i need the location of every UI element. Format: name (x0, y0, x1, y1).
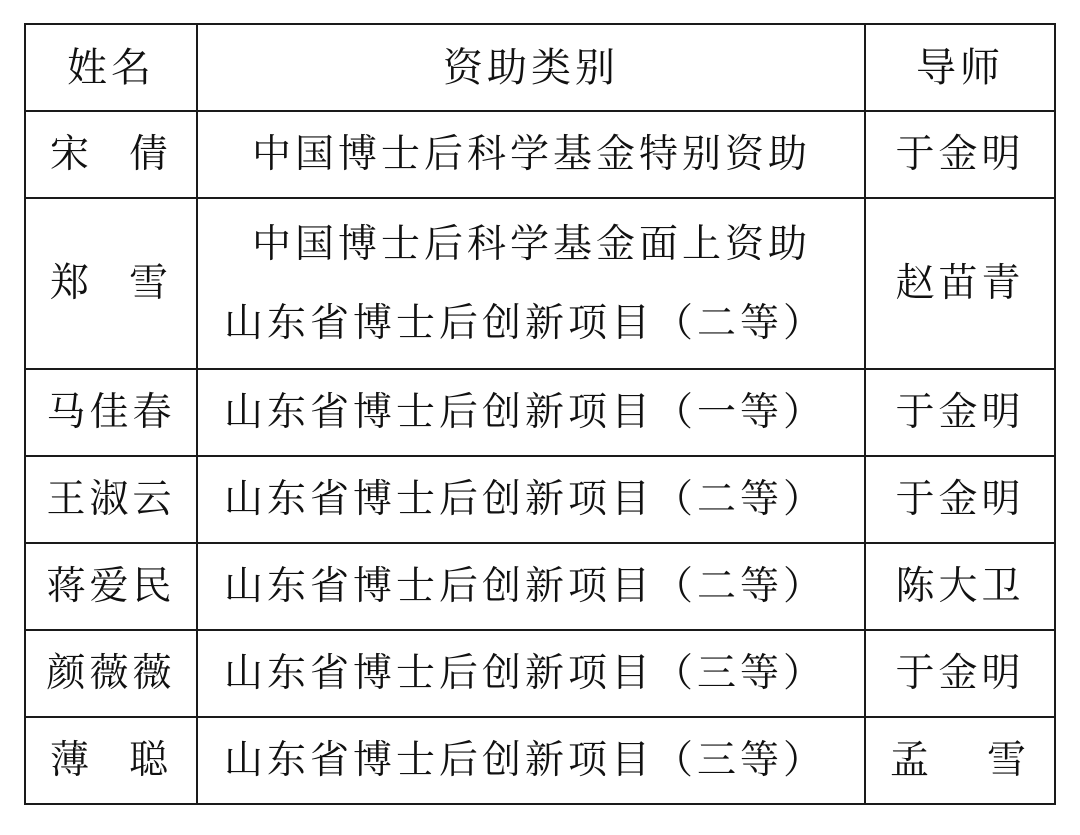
name-cell (25, 717, 197, 804)
name-char: 宋 (50, 132, 94, 177)
name-char: 倩 (128, 132, 172, 177)
funding-type-text: 山东省博士后创新项目（二等） (224, 564, 827, 609)
table-row (25, 543, 1055, 630)
name-char: 雪 (128, 261, 172, 306)
name-cell: 蒋爱民 (25, 543, 197, 630)
funding-type-cell (197, 630, 865, 717)
table-row (25, 456, 1055, 543)
funding-type-text: 山东省博士后创新项目（三等） (224, 651, 827, 696)
advisor-cell (865, 717, 1055, 804)
funding-type-cell (197, 369, 865, 456)
table-row (25, 630, 1055, 717)
name-cell: 马佳春 (25, 369, 197, 456)
table-row (25, 369, 1055, 456)
funding-table (24, 23, 1056, 805)
table-row (25, 717, 1055, 804)
name-cell (25, 198, 197, 369)
name-char: 郑 (50, 261, 94, 306)
funding-type-cell (197, 198, 865, 369)
funding-type-text: 中国博士后科学基金面上资助 (252, 221, 812, 267)
funding-type-cell (197, 543, 865, 630)
funding-type-cell (197, 111, 865, 198)
advisor-cell: 于金明 (865, 369, 1055, 456)
advisor-cell: 赵苗青 (865, 198, 1055, 369)
advisor-cell: 于金明 (865, 111, 1055, 198)
funding-type-cell (197, 717, 865, 804)
funding-type-text: 山东省博士后创新项目（二等） (224, 300, 827, 346)
advisor-char: 雪 (986, 738, 1030, 783)
header-name: 姓名 (25, 24, 197, 111)
funding-type-text: 中国博士后科学基金特别资助 (252, 132, 812, 177)
table-row (25, 198, 1055, 369)
advisor-char: 孟 (890, 738, 934, 783)
funding-type-cell (197, 456, 865, 543)
name-cell: 颜薇薇 (25, 630, 197, 717)
header-funding-type: 资助类别 (197, 24, 865, 111)
funding-type-text: 山东省博士后创新项目（二等） (224, 477, 827, 522)
name-cell: 王淑云 (25, 456, 197, 543)
name-char: 聪 (128, 738, 172, 783)
advisor-cell: 于金明 (865, 456, 1055, 543)
funding-type-text: 山东省博士后创新项目（一等） (224, 390, 827, 435)
table-header-row (25, 24, 1055, 111)
funding-type-text: 山东省博士后创新项目（三等） (224, 738, 827, 783)
name-cell (25, 111, 197, 198)
advisor-cell: 陈大卫 (865, 543, 1055, 630)
header-advisor: 导师 (865, 24, 1055, 111)
advisor-cell: 于金明 (865, 630, 1055, 717)
table-row (25, 111, 1055, 198)
name-char: 薄 (50, 738, 94, 783)
